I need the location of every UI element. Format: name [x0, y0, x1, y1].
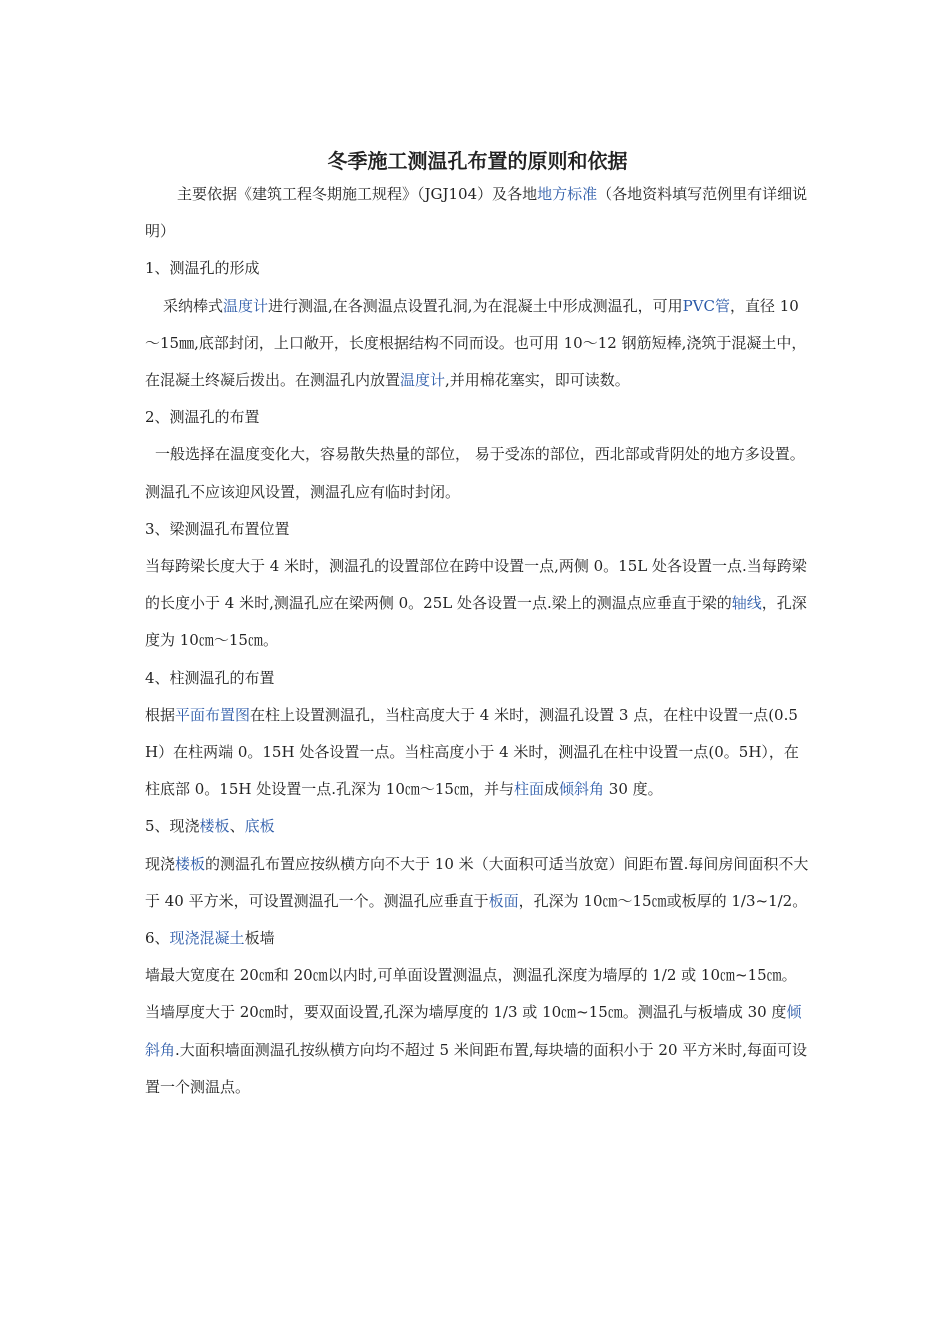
link-floor-slab[interactable]: 楼板 — [175, 854, 206, 873]
link-column-face[interactable]: 柱面 — [513, 780, 544, 799]
s6-heading-text-1: 6、 — [145, 929, 170, 948]
link-base-slab[interactable]: 底板 — [244, 817, 275, 836]
s6-text-1: 墙最大宽度在 20㎝和 20㎝以内时,可单面设置测温点，测温孔深度为墙厚的 1/2 或 10㎝~15㎝。当墙厚度大于 20㎝时，要双面设置,孔深为墙厚度的 1/3 或 10㎝~15㎝。测温孔与板墙成 30 度 — [145, 966, 797, 1022]
s1-text-3: ，直径 10～15㎜,底部封闭，上口敞开，长度根据结构不同而设。也可用 10～12 钢筋短棒,浇筑于混凝土中，在混凝土终凝后拨出。在测温孔内放置 — [145, 296, 807, 390]
s4-text-4: 30 度。 — [604, 780, 663, 799]
link-floor-plan[interactable]: 平面布置图 — [175, 705, 251, 724]
link-tilt-angle[interactable]: 倾斜角 — [559, 780, 605, 799]
section-2-body: 一般选择在温度变化大，容易散失热量的部位， 易于受冻的部位，西北部或背阴处的地方多设置。测温孔不应该迎风设置，测温孔应有临时封闭。 — [145, 445, 805, 501]
link-slab-face[interactable]: 板面 — [488, 891, 519, 910]
s3-text-2: ，孔深度为 10㎝～15㎝。 — [145, 594, 807, 650]
s5-heading-text-2: 、 — [229, 817, 245, 836]
s3-text-1: 当每跨梁长度大于 4 米时，测温孔的设置部位在跨中设置一点,两侧 0。15L 处各设置一点.当每跨梁的长度小于 4 米时,测温孔应在梁两侧 0。25L 处各设置一点.梁上的测温点应垂直于梁的 — [145, 557, 807, 613]
s5-heading-text-1: 5、现浇 — [145, 817, 200, 836]
s1-text-1: 采纳棒式 — [163, 296, 224, 315]
intro-paragraph — [145, 176, 810, 250]
section-4-heading: 4、柱测温孔的布置 — [145, 668, 275, 687]
document-title: 冬季施工测温孔布置的原则和依据 — [327, 149, 628, 173]
link-pvc-pipe[interactable]: PVC管 — [682, 296, 730, 315]
link-floor-slab-heading[interactable]: 楼板 — [199, 817, 230, 836]
link-local-standard[interactable]: 地方标准 — [537, 185, 598, 203]
intro-text-2: （各地资料填写范例里有详细说明） — [145, 185, 808, 241]
s5-text-1: 现浇 — [145, 854, 176, 873]
section-3-body — [145, 548, 810, 660]
section-4-body — [145, 697, 810, 809]
section-2-heading: 2、测温孔的布置 — [145, 408, 260, 427]
link-thermometer-2[interactable]: 温度计 — [400, 371, 446, 390]
section-5-body — [145, 846, 810, 920]
s4-text-2: 在柱上设置测温孔，当柱高度大于 4 米时，测温孔设置 3 点，在柱中设置一点(0.5H）在柱两端 0。15H 处各设置一点。当柱高度小于 4 米时，测温孔在柱中设置一点(0。5H），在柱底部 0。15H 处设置一点.孔深为 10㎝～15㎝，并与 — [145, 705, 799, 799]
s5-text-2: 的测温孔布置应按纵横方向不大于 10 米（大面积可适当放宽）间距布置.每间房间面积不大于 40 平方米，可设置测温孔一个。测温孔应垂直于 — [145, 854, 809, 910]
s5-text-3: ，孔深为 10㎝～15㎝或板厚的 1/3~1/2。 — [518, 891, 808, 910]
link-cast-concrete[interactable]: 现浇混凝土 — [169, 929, 245, 948]
s6-heading-text-2: 板墙 — [244, 929, 275, 948]
s4-text-3: 成 — [543, 780, 559, 799]
intro-text-1: 主要依据《建筑工程冬期施工规程》（JGJ104）及各地 — [177, 185, 538, 203]
link-tilt-angle-2[interactable]: 倾斜角 — [145, 1003, 802, 1059]
link-axis[interactable]: 轴线 — [731, 594, 762, 613]
section-3-heading: 3、梁测温孔布置位置 — [145, 519, 290, 538]
section-1-heading: 1、测温孔的形成 — [145, 259, 260, 278]
s1-text-4: ,并用棉花塞实，即可读数。 — [445, 371, 630, 390]
s6-text-2: .大面积墙面测温孔按纵横方向均不超过 5 米间距布置,每块墙的面积小于 20 平方米时,每面可设置一个测温点。 — [145, 1040, 808, 1096]
s4-text-1: 根据 — [145, 705, 176, 724]
section-1-body — [145, 288, 810, 400]
link-thermometer[interactable]: 温度计 — [223, 296, 269, 315]
section-6-body — [145, 957, 810, 1106]
section-6-heading — [145, 920, 810, 957]
document-page — [145, 146, 810, 1106]
section-5-heading — [145, 808, 810, 845]
s1-text-2: 进行测温,在各测温点设置孔洞,为在混凝土中形成测温孔，可用 — [268, 296, 683, 315]
